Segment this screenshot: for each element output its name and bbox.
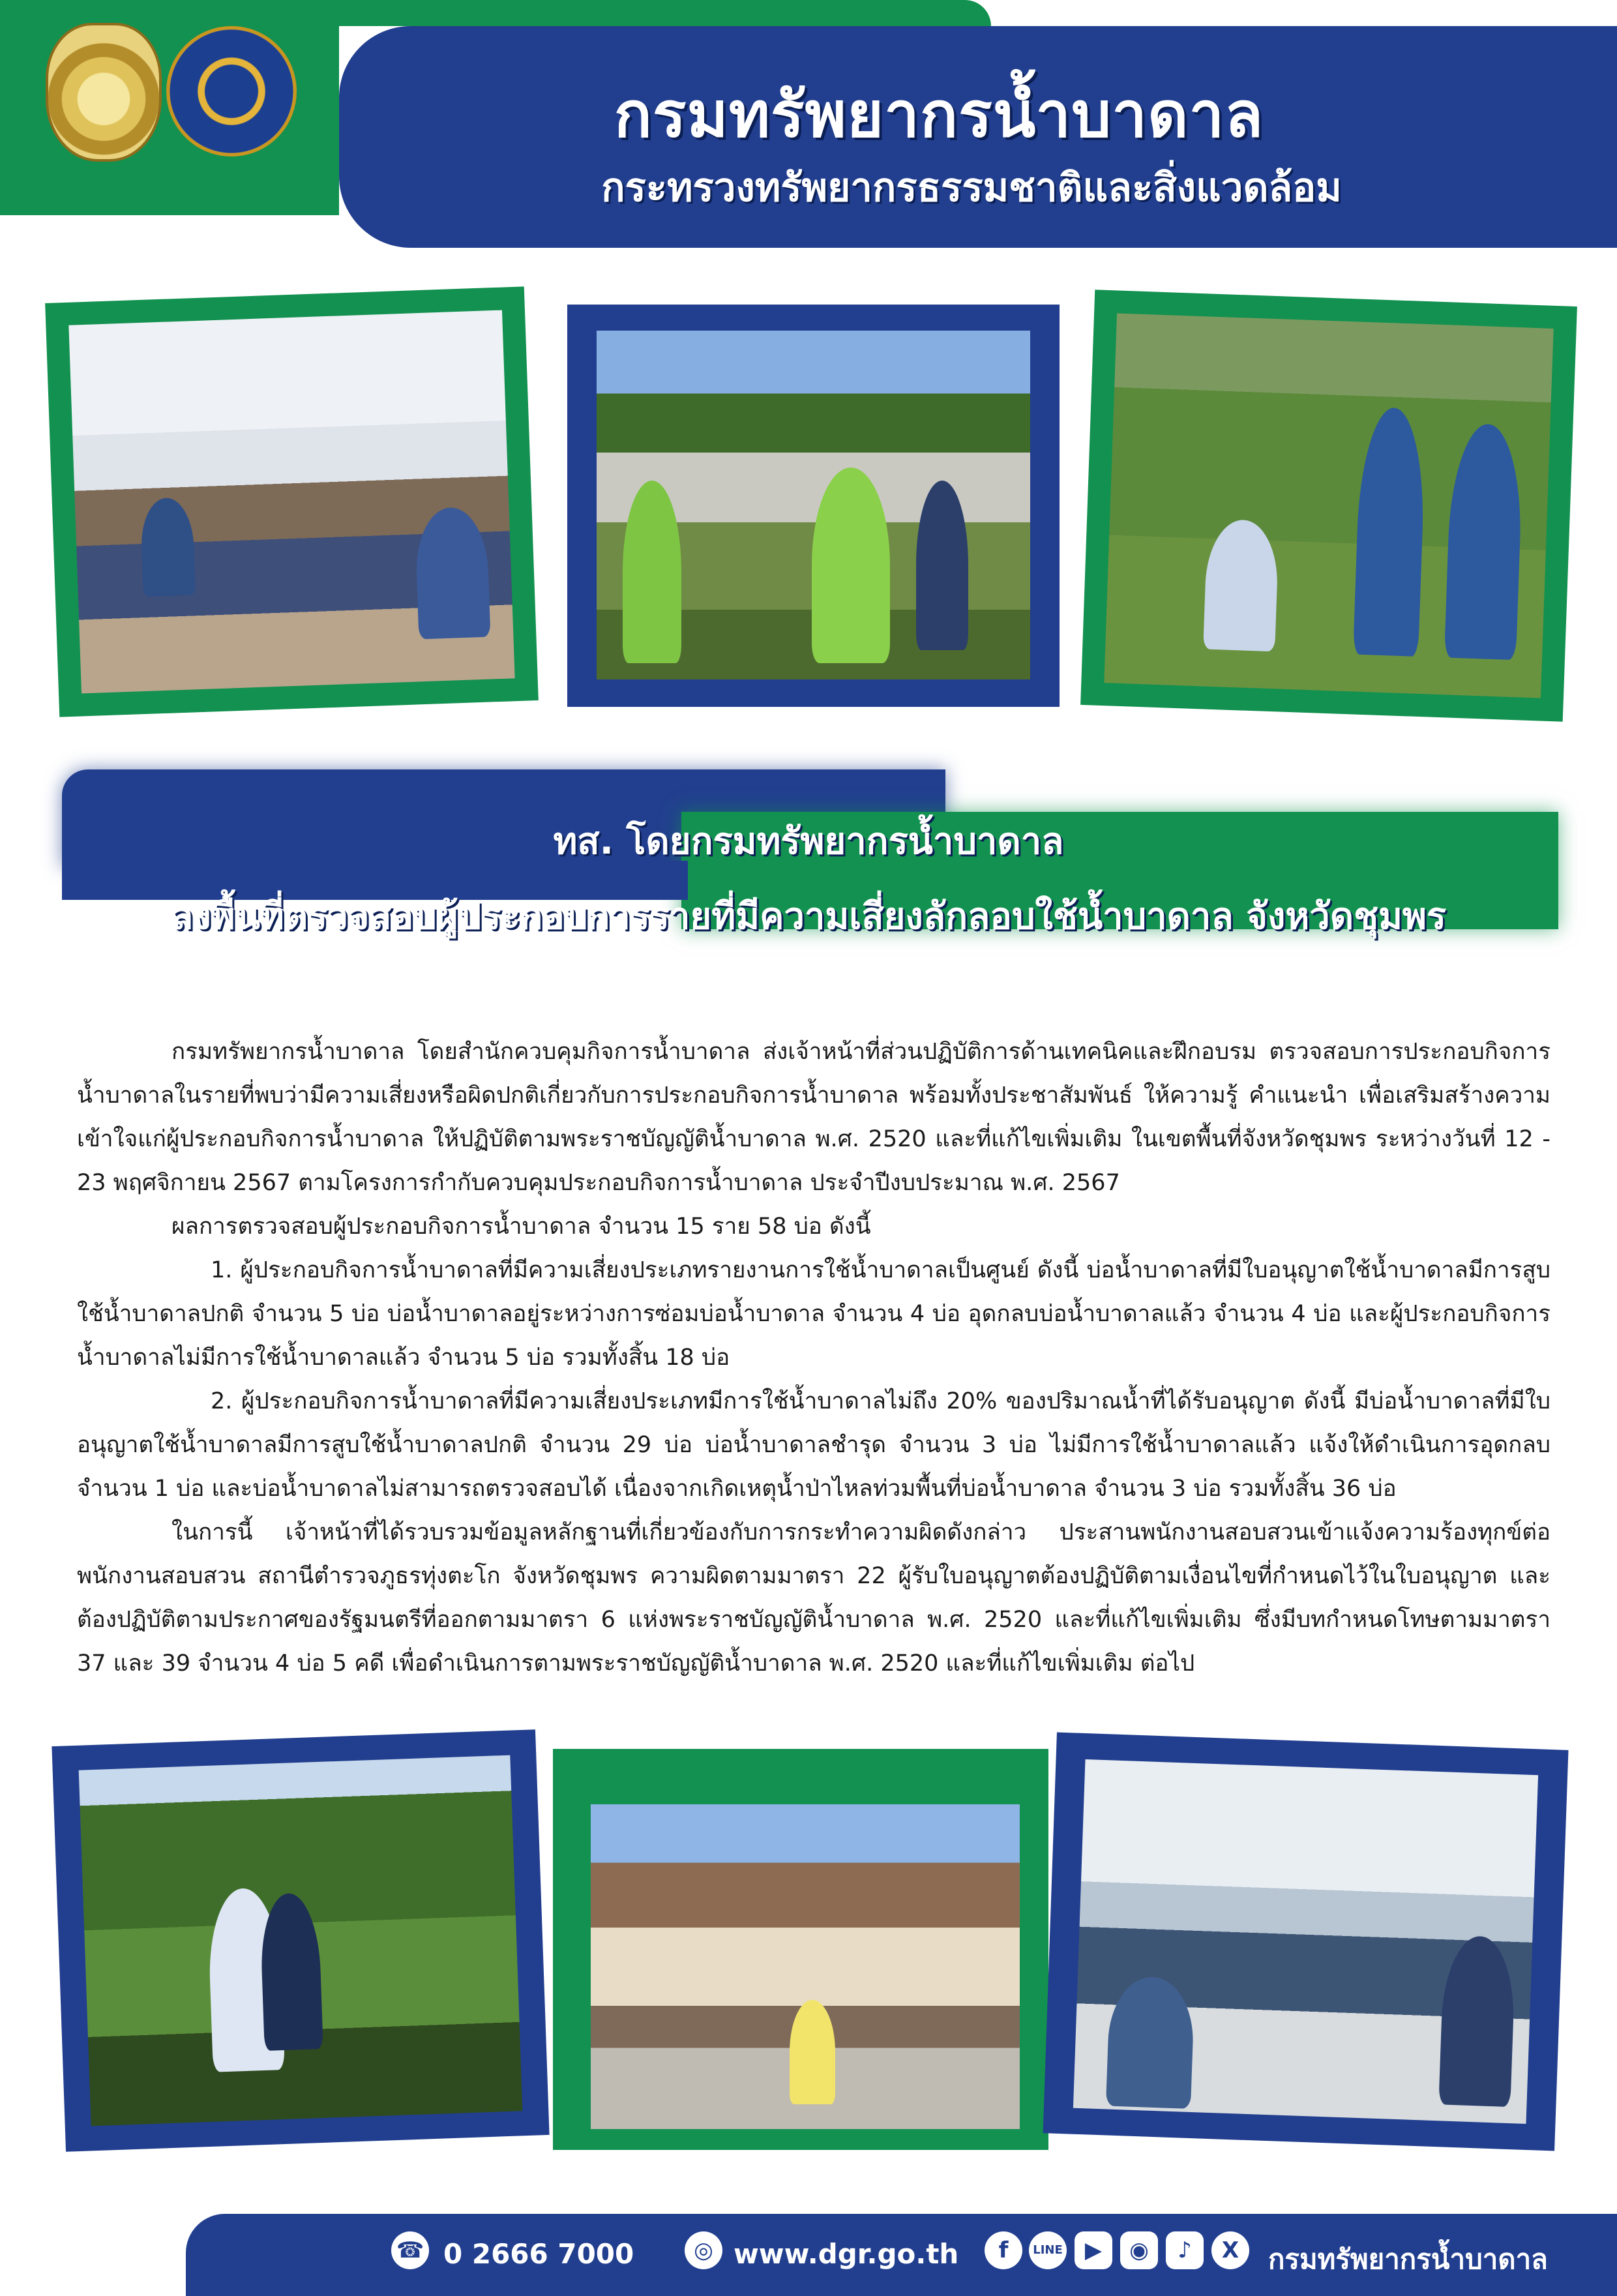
photo-police-station: [591, 1804, 1020, 2129]
article-body: [77, 1030, 1550, 1686]
photo-frame-police: [553, 1749, 1048, 2150]
photo-frame-meeting: [45, 286, 539, 717]
headline-line-1: ทส. โดยกรมทรัพยากรน้ำบาดาล: [553, 820, 1064, 863]
photo-frame-office: [1043, 1732, 1569, 2151]
photo-frame-well-check: [1080, 290, 1577, 721]
person-figure: [1444, 423, 1524, 661]
paragraph-item-2: 2. ผู้ประกอบกิจการน้ำบาดาลที่มีความเสี่ยงประเภทมีการใช้น้ำบาดาลไม่ถึง 20% ของปริมาณน้ำที่ได้รับอนุญาต ดังนี้ มีบ่อน้ำบาดาลที่มีใบอนุญาตใช้น้ำบาดาลมีการสูบใช้น้ำบาดาลปกติ จำนวน 29 บ่อ บ่อน้ำบาดาลชำรุด จำนวน 3 บ่อ ไม่มีการใช้น้ำบาดาลแล้ว แจ้งให้ดำเนินการอุดกลบ จำนวน 1 บ่อ และบ่อน้ำบาดาลไม่สามารถตรวจสอบได้ เนื่องจากเกิดเหตุน้ำป่าไหลท่วมพื้นที่บ่อน้ำบาดาล จำนวน 3 บ่อ รวมทั้งสิ้น 36 บ่อ: [77, 1388, 1550, 1502]
person-figure: [812, 468, 890, 663]
instagram-icon[interactable]: ◉: [1120, 2231, 1158, 2269]
photo-office-meeting: [1073, 1759, 1538, 2124]
photo-pipe-inspection: [79, 1755, 523, 2126]
paragraph-summary: ผลการตรวจสอบผู้ประกอบกิจการน้ำบาดาล จำนวน 15 ราย 58 บ่อ ดังนี้: [171, 1214, 871, 1240]
globe-icon: ◎: [685, 2231, 722, 2269]
paragraph-item-1: 1. ผู้ประกอบกิจการน้ำบาดาลที่มีความเสี่ยงประเภทรายงานการใช้น้ำบาดาลเป็นศูนย์ ดังนี้ บ่อน้ำบาดาลที่มีใบอนุญาตใช้น้ำบาดาลมีการสูบใช้น้ำบาดาลปกติ จำนวน 5 บ่อ บ่อน้ำบาดาลอยู่ระหว่างการซ่อมบ่อน้ำบาดาล จำนวน 4 บ่อ อุดกลบบ่อน้ำบาดาลแล้ว จำนวน 4 บ่อ และผู้ประกอบกิจการน้ำบาดาลไม่มีการใช้น้ำบาดาลแล้ว จำนวน 5 บ่อ รวมทั้งสิ้น 18 บ่อ: [77, 1257, 1550, 1371]
person-figure: [1203, 519, 1279, 652]
headline-line-2: ลงพื้นที่ตรวจสอบผู้ประกอบการรายที่มีความเสี่ยงลักลอบใช้น้ำบาดาล จังหวัดชุมพร: [171, 895, 1446, 938]
footer-social-name: กรมทรัพยากรน้ำบาดาล: [1268, 2243, 1548, 2275]
header-green-tab: [0, 0, 991, 26]
department-seal-logo: [166, 26, 297, 157]
person-figure: [790, 2000, 835, 2104]
tiktok-icon[interactable]: ♪: [1166, 2231, 1204, 2269]
footer-website[interactable]: www.dgr.go.th: [734, 2238, 959, 2270]
photo-well-inspection: [1104, 313, 1553, 698]
department-title: กรมทรัพยากรน้ำบาดาล: [614, 78, 1264, 151]
line-icon[interactable]: LINE: [1029, 2231, 1067, 2269]
photo-field-inspection: [597, 331, 1030, 679]
person-figure: [1353, 407, 1427, 657]
photo-meeting-room: [68, 310, 514, 694]
x-icon[interactable]: X: [1211, 2231, 1249, 2269]
person-figure: [623, 481, 681, 663]
phone-icon: ☎: [391, 2231, 429, 2269]
person-figure: [414, 507, 490, 640]
paragraph-action: ในการนี้ เจ้าหน้าที่ได้รวบรวมข้อมูลหลักฐานที่เกี่ยวข้องกับการกระทำความผิดดังกล่าว ประสานพนักงานสอบสวนเข้าแจ้งความร้องทุกข์ต่อพนักงานสอบสวน สถานีตำรวจภูธรทุ่งตะโก จังหวัดชุมพร ความผิดตามมาตรา 22 ผู้รับใบอนุญาตต้องปฏิบัติตามเงื่อนไขที่กำหนดไว้ในใบอนุญาต และต้องปฏิบัติตามประกาศของรัฐมนตรีที่ออกตามมาตรา 6 แห่งพระราชบัญญัติน้ำบาดาล พ.ศ. 2520 และที่แก้ไขเพิ่มเติม ซึ่งมีบทกำหนดโทษตามมาตรา 37 และ 39 จำนวน 4 บ่อ 5 คดี เพื่อดำเนินการตามพระราชบัญญัติน้ำบาดาล พ.ศ. 2520 และที่แก้ไขเพิ่มเติม ต่อไป: [77, 1519, 1550, 1677]
youtube-icon[interactable]: ▶: [1075, 2231, 1112, 2269]
person-figure: [916, 481, 968, 650]
facebook-icon[interactable]: f: [985, 2231, 1022, 2269]
paragraph-intro: กรมทรัพยากรน้ำบาดาล โดยสำนักควบคุมกิจการน้ำบาดาล ส่งเจ้าหน้าที่ส่วนปฏิบัติการด้านเทคนิคและฝึกอบรม ตรวจสอบการประกอบกิจการน้ำบาดาลในรายที่พบว่ามีความเสี่ยงหรือผิดปกติเกี่ยวกับการประกอบกิจการน้ำบาดาล พร้อมทั้งประชาสัมพันธ์ ให้ความรู้ คำแนะนำ เพื่อเสริมสร้างความเข้าใจแก่ผู้ประกอบกิจการน้ำบาดาล ให้ปฏิบัติตามพระราชบัญญัติน้ำบาดาล พ.ศ. 2520 และที่แก้ไขเพิ่มเติม ในเขตพื้นที่จังหวัดชุมพร ระหว่างวันที่ 12 - 23 พฤศจิกายน 2567 ตามโครงการกำกับควบคุมประกอบกิจการน้ำบาดาล ประจำปีงบประมาณ พ.ศ. 2567: [77, 1039, 1550, 1196]
photo-frame-pipe: [52, 1729, 549, 2152]
person-figure: [1438, 1935, 1516, 2107]
person-figure: [259, 1892, 323, 2051]
footer-phone[interactable]: 0 2666 7000: [443, 2238, 634, 2270]
ministry-subtitle: กระทรวงทรัพยากรธรรมชาติและสิ่งแวดล้อม: [601, 165, 1342, 211]
photo-frame-field-check: [567, 305, 1060, 707]
header-white-cut: [0, 215, 339, 254]
person-figure: [140, 497, 196, 597]
person-figure: [1106, 1976, 1195, 2109]
ministry-emblem-logo: [46, 23, 162, 162]
